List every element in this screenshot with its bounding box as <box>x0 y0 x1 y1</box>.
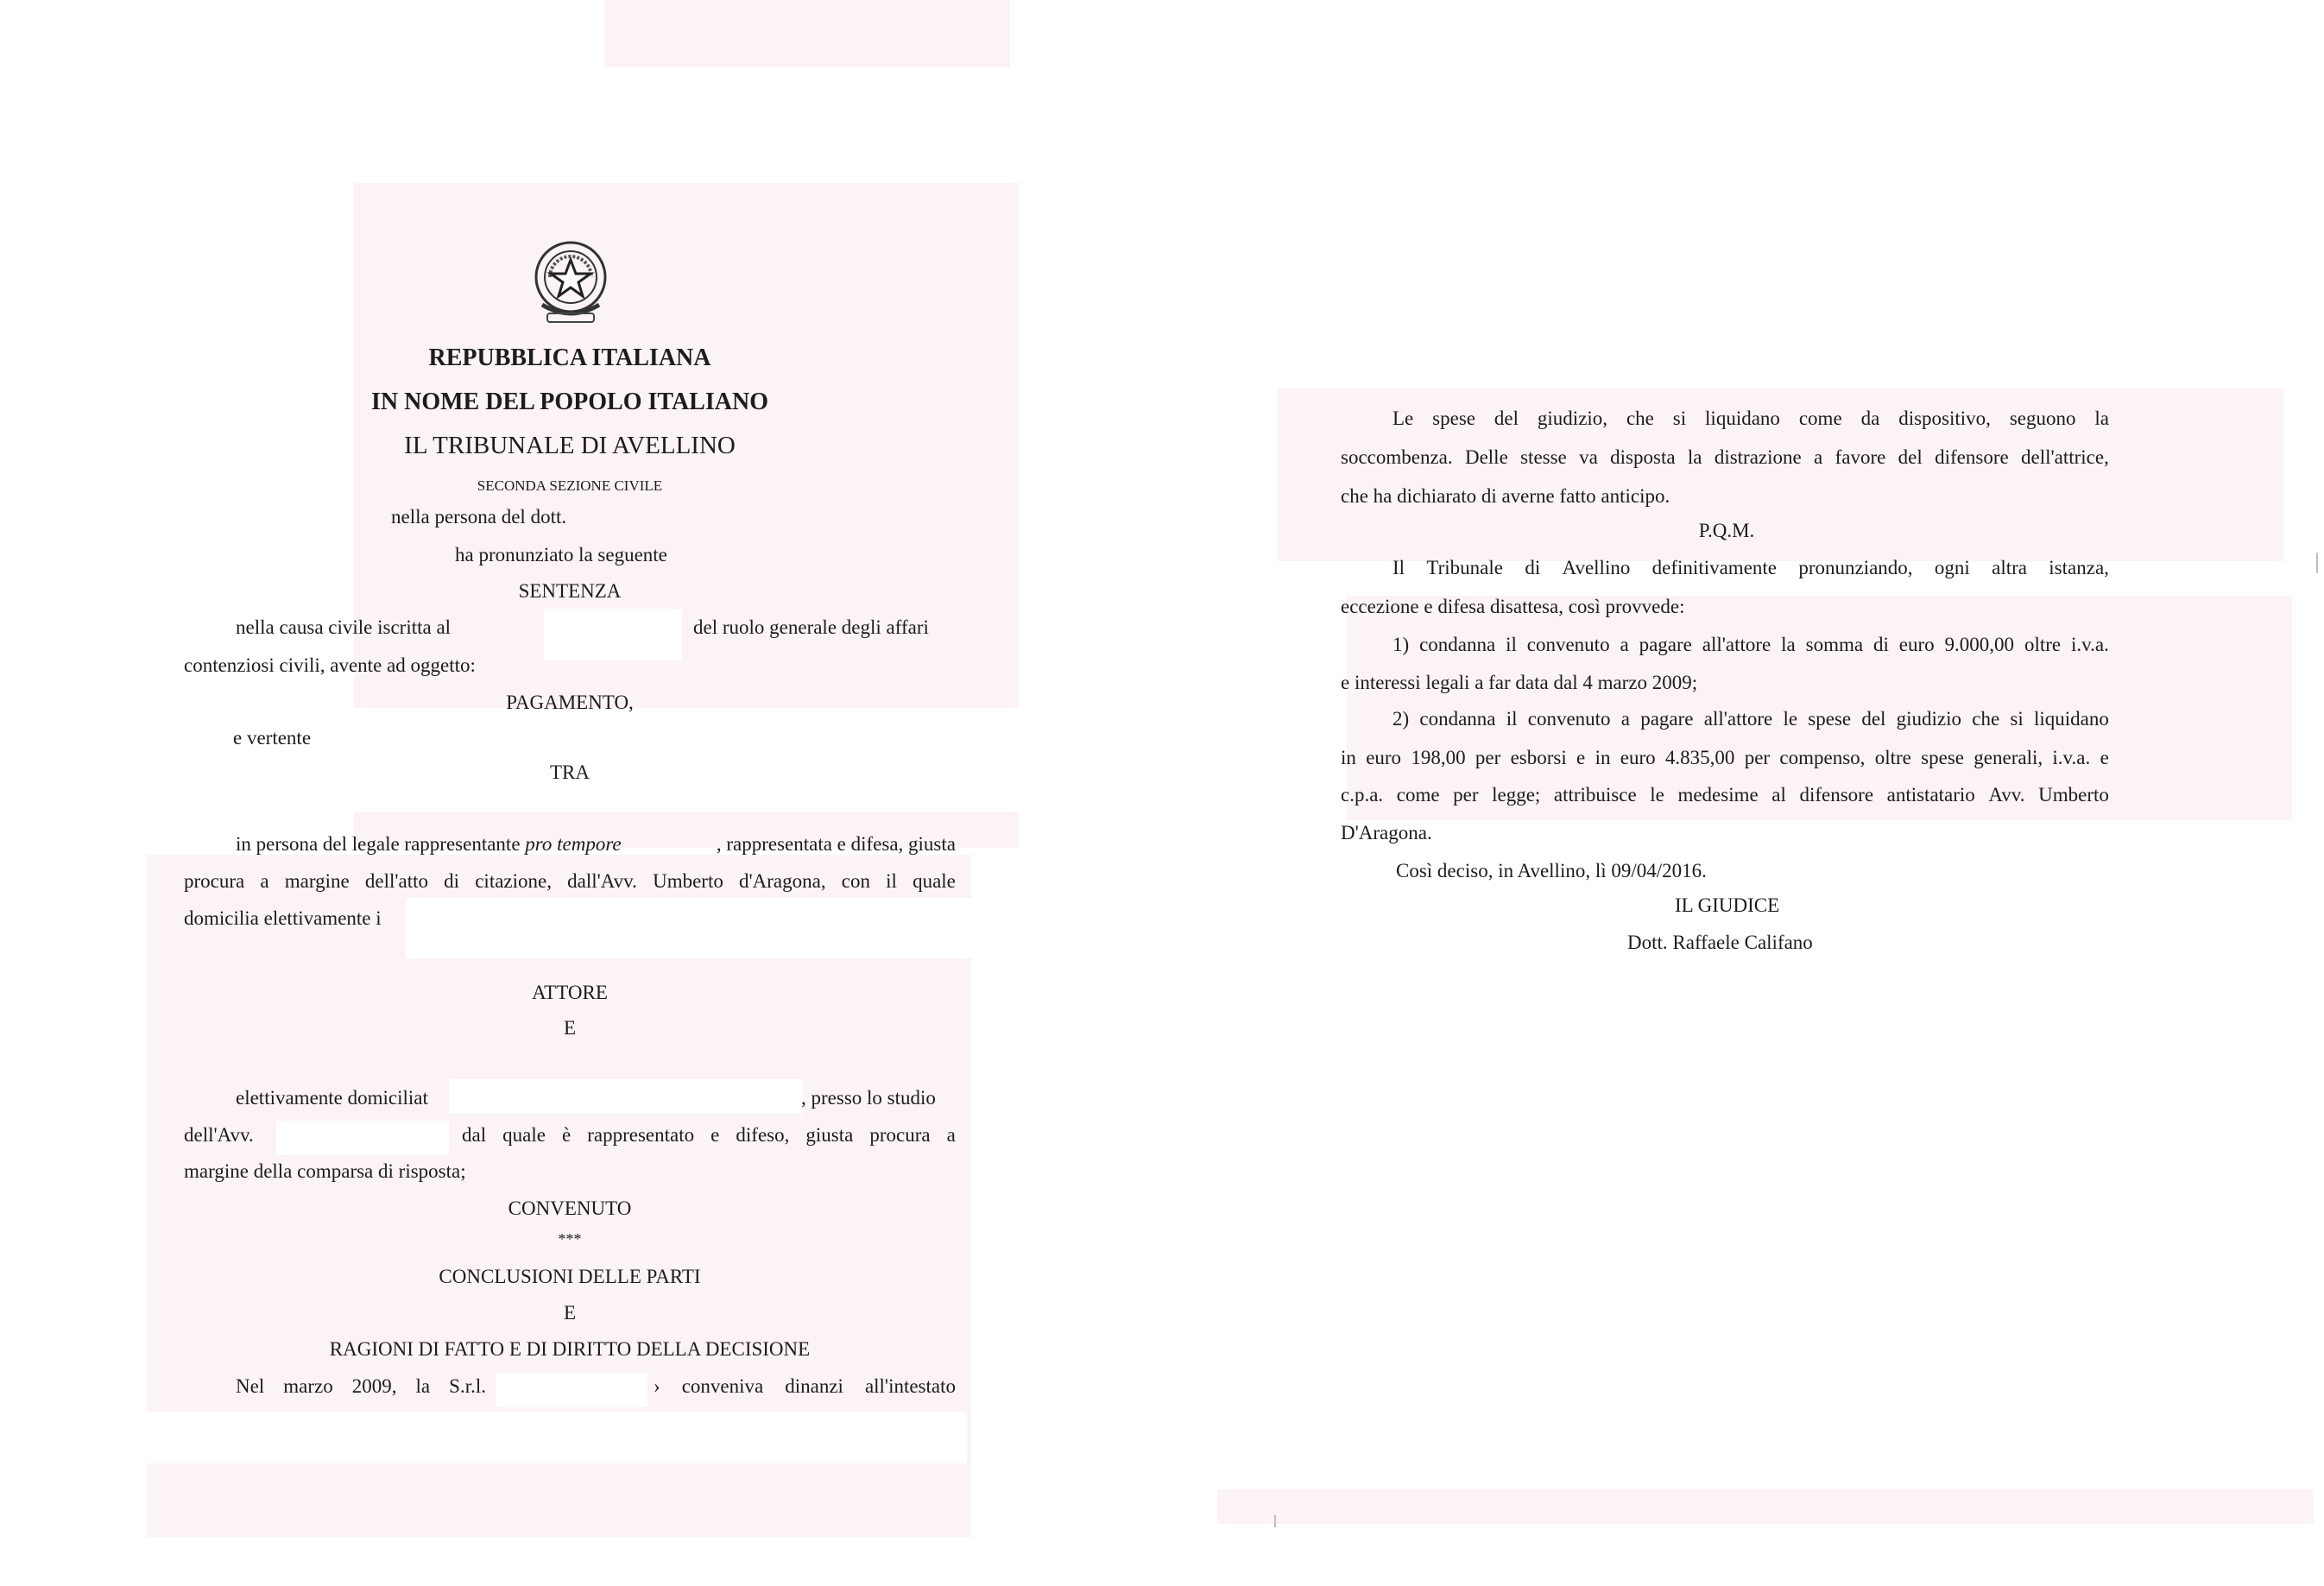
republic-heading: REPUBBLICA ITALIANA <box>428 344 711 371</box>
item-2-line-1 <box>1393 706 2109 732</box>
digital-signature-strip <box>2307 760 2321 1019</box>
scan-tint <box>1217 1489 2314 1524</box>
court-heading: IL TRIBUNALE DI AVELLINO <box>404 432 736 459</box>
vertente-line: e vertente <box>233 727 312 749</box>
scan-mark <box>1274 1515 1276 1527</box>
pronounced-line: ha pronunziato la seguente <box>455 544 667 566</box>
conclusions-heading: CONCLUSIONI DELLE PARTI <box>439 1266 701 1287</box>
judge-line: nella persona del dott. <box>391 506 567 528</box>
people-heading: IN NOME DEL POPOLO ITALIANO <box>371 389 768 415</box>
first-paragraph-a-text: Nel marzo 2009, la S.r.l. <box>236 1375 486 1397</box>
section-heading: SECONDA SEZIONE CIVILE <box>477 477 663 494</box>
decision-line-2: eccezione e difesa disattesa, così provvede: <box>1341 596 1685 617</box>
item-1-line-1-text: 1) condanna il convenuto a pagare all'attore la somma di euro 9.000,00 oltre i.v.a. <box>1393 634 2109 655</box>
first-paragraph-b-text: › conveniva dinanzi all'intestato <box>654 1375 956 1397</box>
first-paragraph-a <box>236 1374 486 1400</box>
judge-title: IL GIUDICE <box>1675 894 1780 916</box>
defendant-line-1b: , presso lo studio <box>801 1087 936 1109</box>
redaction <box>449 1079 803 1114</box>
redaction <box>276 1121 449 1155</box>
reasons-heading: RAGIONI DI FATTO E DI DIRITTO DELLA DECISIONE <box>329 1338 811 1360</box>
scan-mark <box>2316 553 2318 573</box>
plaintiff-role: ATTORE <box>532 982 608 1003</box>
defendant-role: CONVENUTO <box>508 1197 632 1219</box>
decided-line: Così deciso, in Avellino, lì 09/04/2016. <box>1396 860 1707 881</box>
redaction <box>138 1412 967 1463</box>
judge-name: Dott. Raffaele Califano <box>1627 932 1813 953</box>
conclusions-and: E <box>563 1302 577 1324</box>
item-2-line-4: D'Aragona. <box>1341 822 1432 844</box>
defendant-line-2a: dell'Avv. <box>184 1124 254 1146</box>
case-subject: PAGAMENTO, <box>506 692 634 713</box>
doc-type: SENTENZA <box>518 580 622 602</box>
item-1-line-2: e interessi legali a far data dal 4 marzo 2009; <box>1341 672 1698 693</box>
redaction <box>406 898 976 958</box>
separator-stars: *** <box>558 1230 582 1248</box>
plaintiff-text-b: presentante <box>429 833 526 855</box>
item-2-line-3-text: c.p.a. come per legge; attribuisce le medesime al difensore antistatario Avv. Umberto <box>1341 784 2109 806</box>
costs-line-1 <box>1393 406 2109 432</box>
costs-line-2 <box>1341 445 2109 471</box>
plaintiff-line-3: domicilia elettivamente i <box>184 907 382 929</box>
costs-line-3: che ha dichiarato di averne fatto anticipo. <box>1341 485 1670 507</box>
case-line-1b: del ruolo generale degli affari <box>693 616 929 638</box>
first-paragraph-b <box>654 1374 956 1400</box>
defendant-line-2b-text: dal quale è rappresentato e difeso, giusta procura a <box>462 1124 956 1146</box>
plaintiff-line-2 <box>184 869 956 894</box>
item-2-line-1-text: 2) condanna il convenuto a pagare all'attore le spese del giudizio che si liquidano <box>1393 708 2109 730</box>
defendant-line-3: margine della comparsa di risposta; <box>184 1160 466 1182</box>
pro-tempore: pro tempore <box>525 833 622 855</box>
plaintiff-text-a: in persona del legale rap <box>236 833 430 855</box>
defendant-line-2b <box>462 1122 956 1148</box>
item-2-line-2 <box>1341 745 2109 771</box>
and-separator: E <box>563 1017 577 1039</box>
decision-line-1 <box>1393 555 2109 581</box>
case-line-2: contenziosi civili, avente ad oggetto: <box>184 654 476 676</box>
costs-line-2-text: soccombenza. Delle stesse va disposta la distrazione a favore del difensore dell'attrice, <box>1341 446 2109 468</box>
decision-line-1-text: Il Tribunale di Avellino definitivamente pronunziando, ogni altra istanza, <box>1393 557 2109 578</box>
plaintiff-line-1 <box>236 831 956 857</box>
costs-line-1-text: Le spese del giudizio, che si liquidano come da dispositivo, seguono la <box>1393 408 2109 429</box>
pqm-heading: P.Q.M. <box>1698 520 1755 541</box>
item-1-line-1 <box>1393 632 2109 658</box>
tra-line: TRA <box>550 761 590 783</box>
redaction <box>544 609 682 660</box>
plaintiff-text-c: , rappresentata e difesa, giusta <box>716 833 956 855</box>
scan-tint <box>604 0 1010 67</box>
plaintiff-line-2-text: procura a margine dell'atto di citazione, dall'Avv. Umberto d'Aragona, con il quale <box>184 870 956 892</box>
item-2-line-3 <box>1341 782 2109 808</box>
redaction <box>496 1373 647 1407</box>
case-line-1a: nella causa civile iscritta al <box>236 616 452 638</box>
item-2-line-2-text: in euro 198,00 per esborsi e in euro 4.835,00 per compenso, oltre spese generali, i.v.a. e <box>1341 747 2109 768</box>
italian-republic-emblem-icon <box>532 237 609 329</box>
defendant-line-1a: elettivamente domiciliat <box>236 1087 428 1109</box>
